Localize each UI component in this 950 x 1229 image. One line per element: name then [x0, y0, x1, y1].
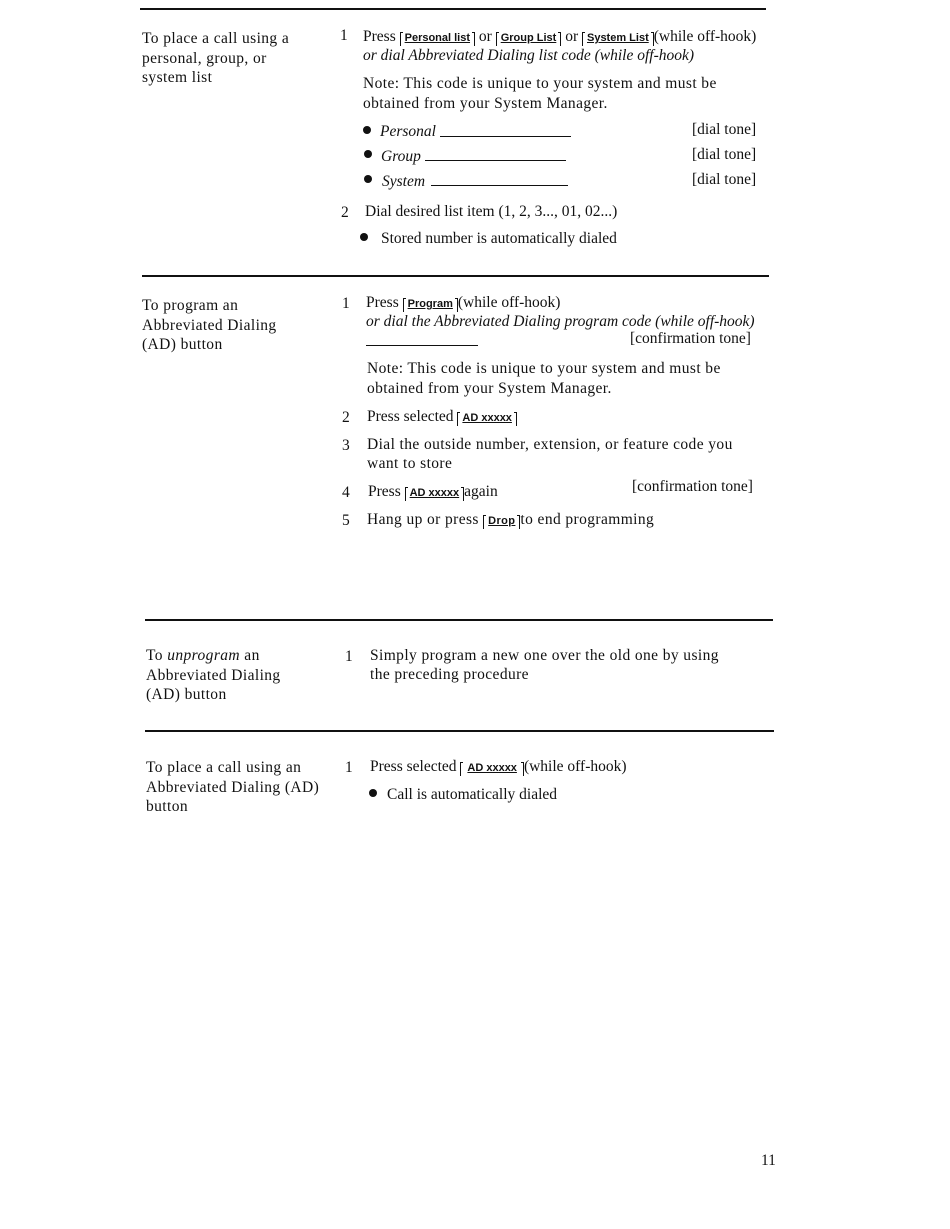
- section2-step1-number: 1: [342, 295, 350, 312]
- bullet: [360, 233, 368, 241]
- again-text: again: [464, 483, 498, 500]
- top-rule: [140, 8, 766, 10]
- section2-step2-number: 2: [342, 409, 350, 426]
- section1-step1-number: 1: [340, 27, 348, 44]
- section2-step3-number: 3: [342, 437, 350, 454]
- ad-button-key: AD xxxxx: [405, 486, 465, 500]
- section2-step3-line2: want to store: [367, 455, 453, 472]
- bullet: [369, 789, 377, 797]
- press-selected-text: Press selected: [367, 408, 454, 425]
- system-dial-tone: [dial tone]: [692, 171, 757, 188]
- press-selected-text: Press selected: [370, 758, 457, 775]
- section2-note-line1: Note: This code is unique to your system and must be: [367, 360, 721, 377]
- page-number: 11: [761, 1152, 776, 1169]
- personal-item-label: Personal: [380, 123, 436, 140]
- section2-step4-line: [368, 482, 498, 502]
- section2-confirmation-tone1: [confirmation tone]: [630, 330, 751, 347]
- program-code-blank-line: [366, 345, 478, 346]
- section3-step1-line1: Simply program a new one over the old one by using: [370, 647, 719, 664]
- section3-step1-line2: the preceding procedure: [370, 666, 529, 683]
- section2-step2-line: [367, 407, 517, 427]
- section-divider: [145, 730, 774, 732]
- bullet: [364, 150, 372, 158]
- section1-step1-line: [363, 27, 756, 47]
- press-text: Press: [366, 294, 399, 311]
- ad-button-key: AD xxxxx: [460, 761, 524, 775]
- section2-confirmation-tone2: [confirmation tone]: [632, 478, 753, 495]
- group-list-key: Group List: [496, 31, 562, 45]
- section2-label: To program an Abbreviated Dialing (AD) button: [142, 297, 277, 353]
- end-programming-text: to end programming: [520, 511, 655, 528]
- section4-step1-line: [370, 757, 627, 777]
- section2-step5-line: [367, 510, 654, 530]
- personal-list-key: Personal list: [400, 31, 475, 45]
- bullet: [363, 126, 371, 134]
- section2-or-dial: or dial the Abbreviated Dialing program code (while off-hook): [366, 313, 755, 330]
- personal-dial-tone: [dial tone]: [692, 121, 757, 138]
- section2-step5-number: 5: [342, 512, 350, 529]
- section1-or-dial: or dial Abbreviated Dialing list code (while off-hook): [363, 47, 695, 64]
- bullet: [364, 175, 372, 183]
- section4-step1-number: 1: [345, 759, 353, 776]
- section1-label: To place a call using a personal, group, or system list: [142, 30, 290, 86]
- press-text: Press: [368, 483, 401, 500]
- section1-note-line2: obtained from your System Manager.: [363, 95, 608, 112]
- section2-step4-number: 4: [342, 484, 350, 501]
- group-item-label: Group: [381, 148, 421, 165]
- section3-step1-number: 1: [345, 648, 353, 665]
- personal-blank-line: [440, 136, 571, 137]
- system-blank-line: [431, 185, 568, 186]
- section2-note-line2: obtained from your System Manager.: [367, 380, 612, 397]
- ad-button-key: AD xxxxx: [457, 411, 517, 425]
- section1-note-line1: Note: This code is unique to your system and must be: [363, 75, 717, 92]
- system-list-key: System List: [582, 31, 654, 45]
- section-divider: [142, 275, 769, 277]
- drop-key: Drop: [483, 514, 520, 528]
- section1-step2-number: 2: [341, 204, 349, 221]
- section1-step2-bullet: Stored number is automatically dialed: [381, 230, 617, 247]
- hang-up-text: Hang up or press: [367, 511, 479, 528]
- section3-label: To unprogram an Abbreviated Dialing (AD) button: [146, 647, 281, 703]
- press-text: Press: [363, 28, 396, 45]
- program-key: Program: [403, 297, 458, 311]
- system-item-label: System: [382, 173, 426, 190]
- while-offhook-text: (while off-hook): [523, 758, 627, 775]
- section4-bullet-text: Call is automatically dialed: [387, 786, 558, 803]
- while-offhook-text: (while off-hook): [457, 294, 561, 311]
- section-divider: [145, 619, 773, 621]
- section4-label: To place a call using an Abbreviated Dialing (AD) button: [146, 759, 320, 815]
- section1-step2-text: Dial desired list item (1, 2, 3..., 01, 02...): [365, 203, 618, 220]
- or-text: or: [565, 28, 579, 45]
- group-dial-tone: [dial tone]: [692, 146, 757, 163]
- section2-step3-line1: Dial the outside number, extension, or feature code you: [367, 436, 733, 453]
- group-blank-line: [425, 160, 566, 161]
- or-text: or: [478, 28, 492, 45]
- section2-step1-line: [366, 293, 560, 313]
- while-offhook-text: (while off-hook): [653, 28, 757, 45]
